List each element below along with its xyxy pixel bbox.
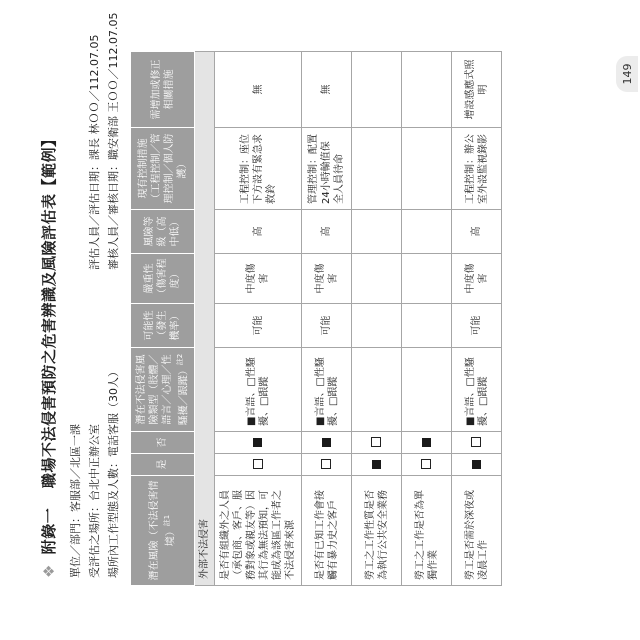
row-likelihood — [402, 304, 452, 348]
row-likelihood: 可能 — [215, 304, 302, 348]
filled-square-icon — [253, 438, 262, 447]
table-row — [215, 52, 302, 586]
header-no: 否 — [131, 432, 195, 454]
info-block-left — [66, 366, 123, 578]
risk-assessment-table — [130, 51, 502, 586]
header-factor: 潛在風險（不法侵害情境）$^{註1}$ — [131, 476, 195, 586]
row-risk: 高 — [215, 210, 302, 254]
row-improve: 無 — [302, 52, 352, 128]
empty-square-icon — [321, 460, 331, 470]
row-types — [352, 348, 402, 432]
row-no-cell — [352, 432, 402, 454]
row-severity: 中度傷害 — [452, 254, 502, 304]
info-reviewer: 審核人員／審核日期：職安衛部 王ＯＯ／112.07.05 — [107, 12, 120, 270]
row-risk — [352, 210, 402, 254]
info-block-right — [85, 13, 123, 270]
row-yes-cell — [215, 454, 302, 476]
row-risk: 高 — [452, 210, 502, 254]
category-label: 外部不法侵害 — [195, 52, 215, 586]
title-text: 職場不法侵害預防之危害辨識及風險評估表【範例】 — [40, 131, 58, 489]
row-likelihood — [352, 304, 402, 348]
row-controls: 管理控制：配置 24小時輪值保全人員待命 — [302, 128, 352, 210]
page-number: 149 — [616, 56, 638, 92]
header-type: 潛在不法侵害風險類型（肢體／語言／心理／性騷擾／跟蹤）$^{註2}$ — [131, 348, 195, 432]
row-improve: 增設感應式照明 — [452, 52, 502, 128]
row-risk: 高 — [302, 210, 352, 254]
row-no-cell — [402, 432, 452, 454]
header-yes: 是 — [131, 454, 195, 476]
row-yes-cell — [402, 454, 452, 476]
rotated-page — [20, 12, 634, 600]
table-row — [352, 52, 402, 586]
empty-square-icon — [371, 438, 381, 448]
header-risk: 風險等級（高中低） — [131, 210, 195, 254]
row-likelihood: 可能 — [302, 304, 352, 348]
row-severity — [402, 254, 452, 304]
row-factor: 是否有組織外之人員（承包商、客戶、服務對象或親友等）因其行為無法預知，可能成為該區工作者之不法侵害來源 — [215, 476, 302, 586]
row-types — [402, 348, 452, 432]
filled-square-icon — [372, 460, 381, 469]
table-row — [452, 52, 502, 586]
header-severity: 嚴重性（傷害程度） — [131, 254, 195, 304]
row-types: ■言語、□性騷擾、□跟蹤 — [302, 348, 352, 432]
row-likelihood: 可能 — [452, 304, 502, 348]
row-controls: 工程控制：座位下方設有緊急求救鈴 — [215, 128, 302, 210]
row-risk — [402, 210, 452, 254]
row-severity — [352, 254, 402, 304]
appendix-label: 附錄一 — [40, 507, 58, 555]
info-evaluator: 評估人員／評估日期：課長 林ＯＯ／112.07.05 — [88, 34, 101, 270]
row-no-cell — [452, 432, 502, 454]
row-factor: 勞工是否需於深夜或凌晨工作 — [452, 476, 502, 586]
table-row — [302, 52, 352, 586]
row-controls: 工程控制：辦公室外設監視錄影 — [452, 128, 502, 210]
row-severity: 中度傷害 — [215, 254, 302, 304]
filled-square-icon — [472, 460, 481, 469]
header-improve: 需增加或修正相關措施 — [131, 52, 195, 128]
row-improve — [352, 52, 402, 128]
row-factor: 是否有已知工作會接觸有暴力史之客戶 — [302, 476, 352, 586]
row-no-cell — [215, 432, 302, 454]
row-types: ■言語、□性騷擾、□跟蹤 — [215, 348, 302, 432]
info-location: 受評估之場所：台北中正辦公室 — [88, 424, 101, 578]
empty-square-icon — [471, 438, 481, 448]
info-personnel: 場所內工作型態及人數：電話客服（30人） — [107, 366, 120, 578]
empty-square-icon — [421, 460, 431, 470]
row-severity: 中度傷害 — [302, 254, 352, 304]
row-controls — [352, 128, 402, 210]
category-row — [195, 52, 215, 586]
row-improve — [402, 52, 452, 128]
row-controls — [402, 128, 452, 210]
page-title — [38, 132, 59, 578]
diamond-icon: ❖ — [40, 564, 58, 578]
table-header-row — [131, 52, 195, 586]
header-likelihood: 可能性（發生機率） — [131, 304, 195, 348]
row-improve: 無 — [215, 52, 302, 128]
row-yes-cell — [352, 454, 402, 476]
info-unit: 單位／部門：客服部／北區一課 — [69, 424, 82, 578]
row-factor: 勞工之工作是否為單獨作業 — [402, 476, 452, 586]
row-factor: 勞工之工作性質是否為執行公共安全業務 — [352, 476, 402, 586]
filled-square-icon — [422, 438, 431, 447]
row-no-cell — [302, 432, 352, 454]
empty-square-icon — [253, 460, 263, 470]
header-controls: 現有控制措施（工程控制／管理控制／個人防護） — [131, 128, 195, 210]
row-types: ■言語、□性騷擾、□跟蹤 — [452, 348, 502, 432]
table-row — [402, 52, 452, 586]
row-yes-cell — [452, 454, 502, 476]
filled-square-icon — [322, 438, 331, 447]
row-yes-cell — [302, 454, 352, 476]
